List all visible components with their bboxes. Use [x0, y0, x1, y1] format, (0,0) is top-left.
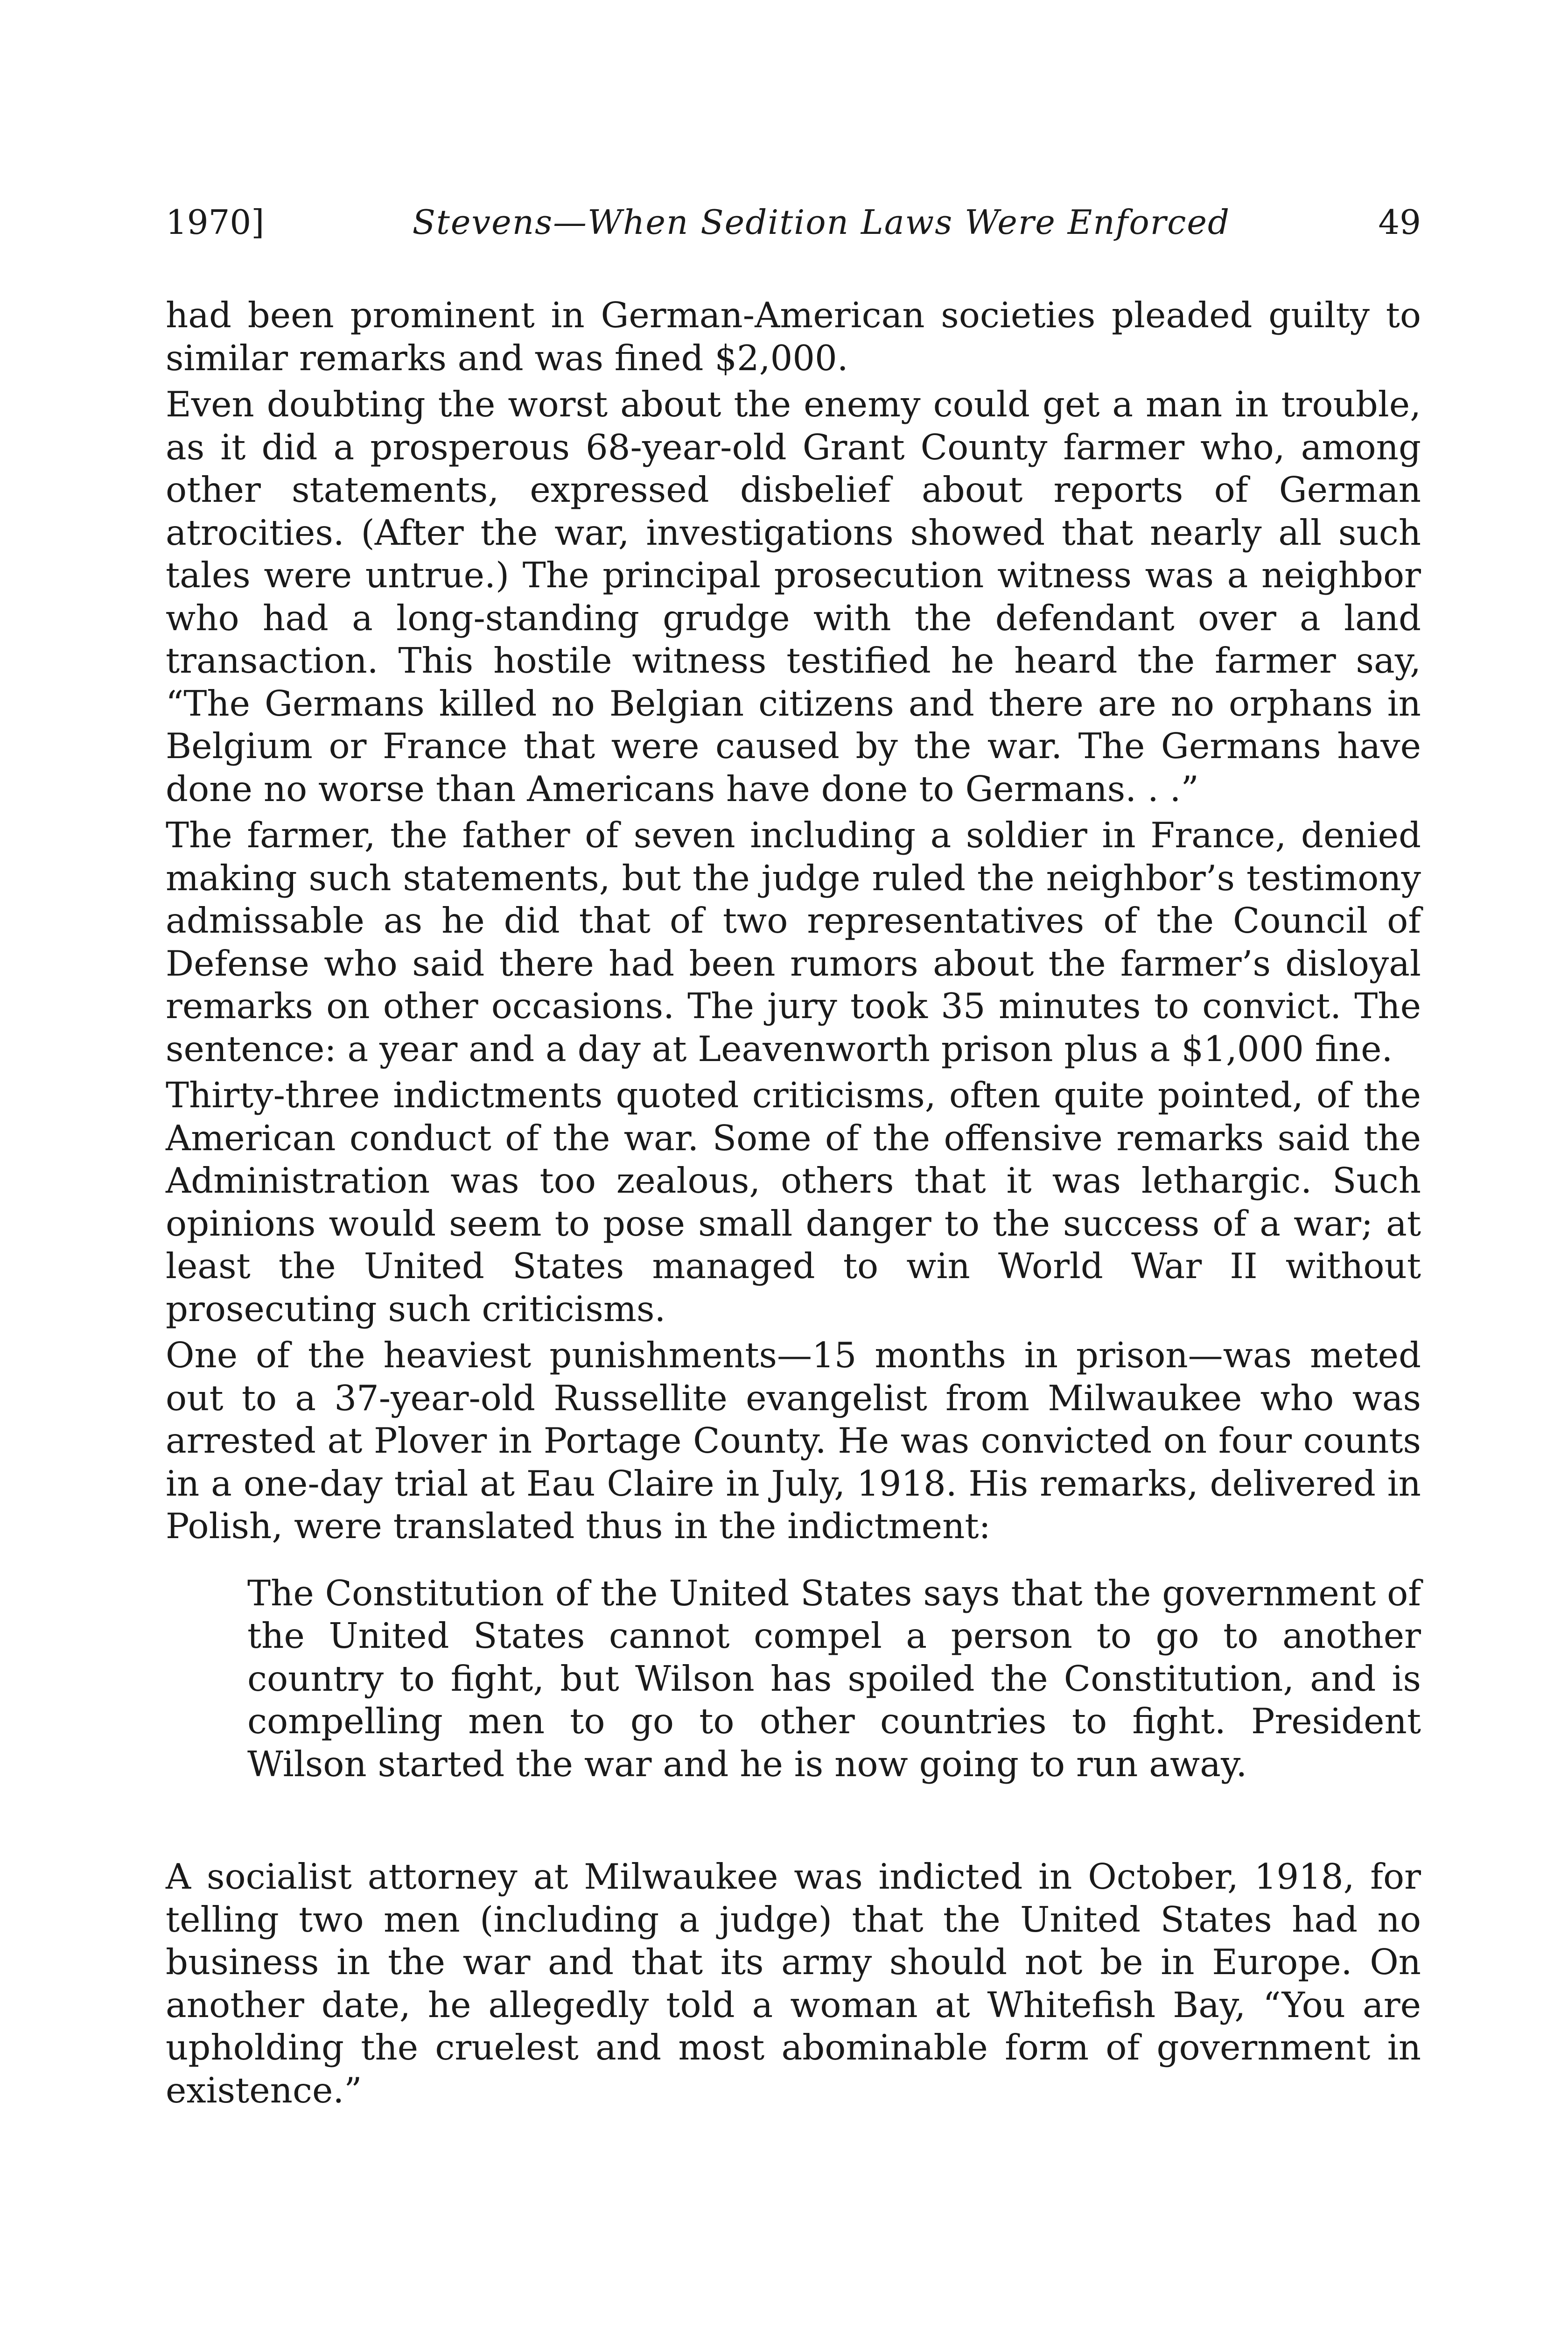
paragraph: A socialist attorney at Milwaukee was indicted in October, 1918, for telling two men (including a judge) that the United States had no business in the war and that its army should not be in Europe. On another date, he allegedly told a woman at Whitefish Bay, “You are upholding the cruelest and most abominable form of government in existence.” — [166, 1856, 1421, 2111]
paragraph: Even doubting the worst about the enemy could get a man in trouble, as it did a prosperous 68-year-old Grant County farmer who, among other statements, expressed disbelief about reports of German atrocities. (After the war, investigations showed that nearly all such tales were untrue.) The principal prosecution witness was a neighbor who had a long-standing grudge with the defendant over a land transaction. This hostile witness testified he heard the farmer say, “The Germans killed no Belgian citizens and there are no orphans in Belgium or France that were caused by the war. The Germans have done no worse than Americans have done to Germans. . .” — [166, 384, 1421, 809]
page — [166, 205, 1421, 2112]
paragraph: Thirty-three indictments quoted criticisms, often quite pointed, of the American conduct of the war. Some of the offensive remarks said the Administration was too zealous, others that it was lethargic. Such opinions would seem to pose small danger to the success of a war; at least the United States managed to win World War II without prosecuting such criticisms. — [166, 1075, 1421, 1329]
block-quote — [166, 1572, 1421, 1786]
paragraph: had been prominent in German-American societies pleaded guilty to similar remarks and was fined $2,000. — [166, 295, 1421, 379]
block-quote-text: The Constitution of the United States says that the government of the United States cannot compel a person to go to another country to fight, but Wilson has spoiled the Constitution, and is compelling men to go to other countries to fight. President Wilson started the war and he is now going to run away. — [247, 1572, 1421, 1785]
page-number: 49 — [1378, 203, 1421, 242]
paragraph: One of the heaviest punishments—15 months in prison—was meted out to a 37-year-old Russellite evangelist from Milwaukee who was arrested at Plover in Portage County. He was convicted on four counts in a one-day trial at Eau Claire in July, 1918. His remarks, delivered in Polish, were translated thus in the indictment: — [166, 1335, 1421, 1547]
paragraph: The farmer, the father of seven including a soldier in France, denied making such statements, but the judge ruled the neighbor’s testimony admissable as he did that of two representatives of the Council of Defense who said there had been rumors about the farmer’s disloyal remarks on other occasions. The jury took 35 minutes to convict. The sentence: a year and a day at Leavenworth prison plus a $1,000 fine. — [166, 815, 1421, 1069]
article-body — [166, 294, 1421, 2112]
running-head — [166, 203, 1421, 242]
header-year: 1970] — [166, 203, 265, 242]
header-title: Stevens—When Sedition Laws Were Enforced — [412, 203, 1231, 242]
